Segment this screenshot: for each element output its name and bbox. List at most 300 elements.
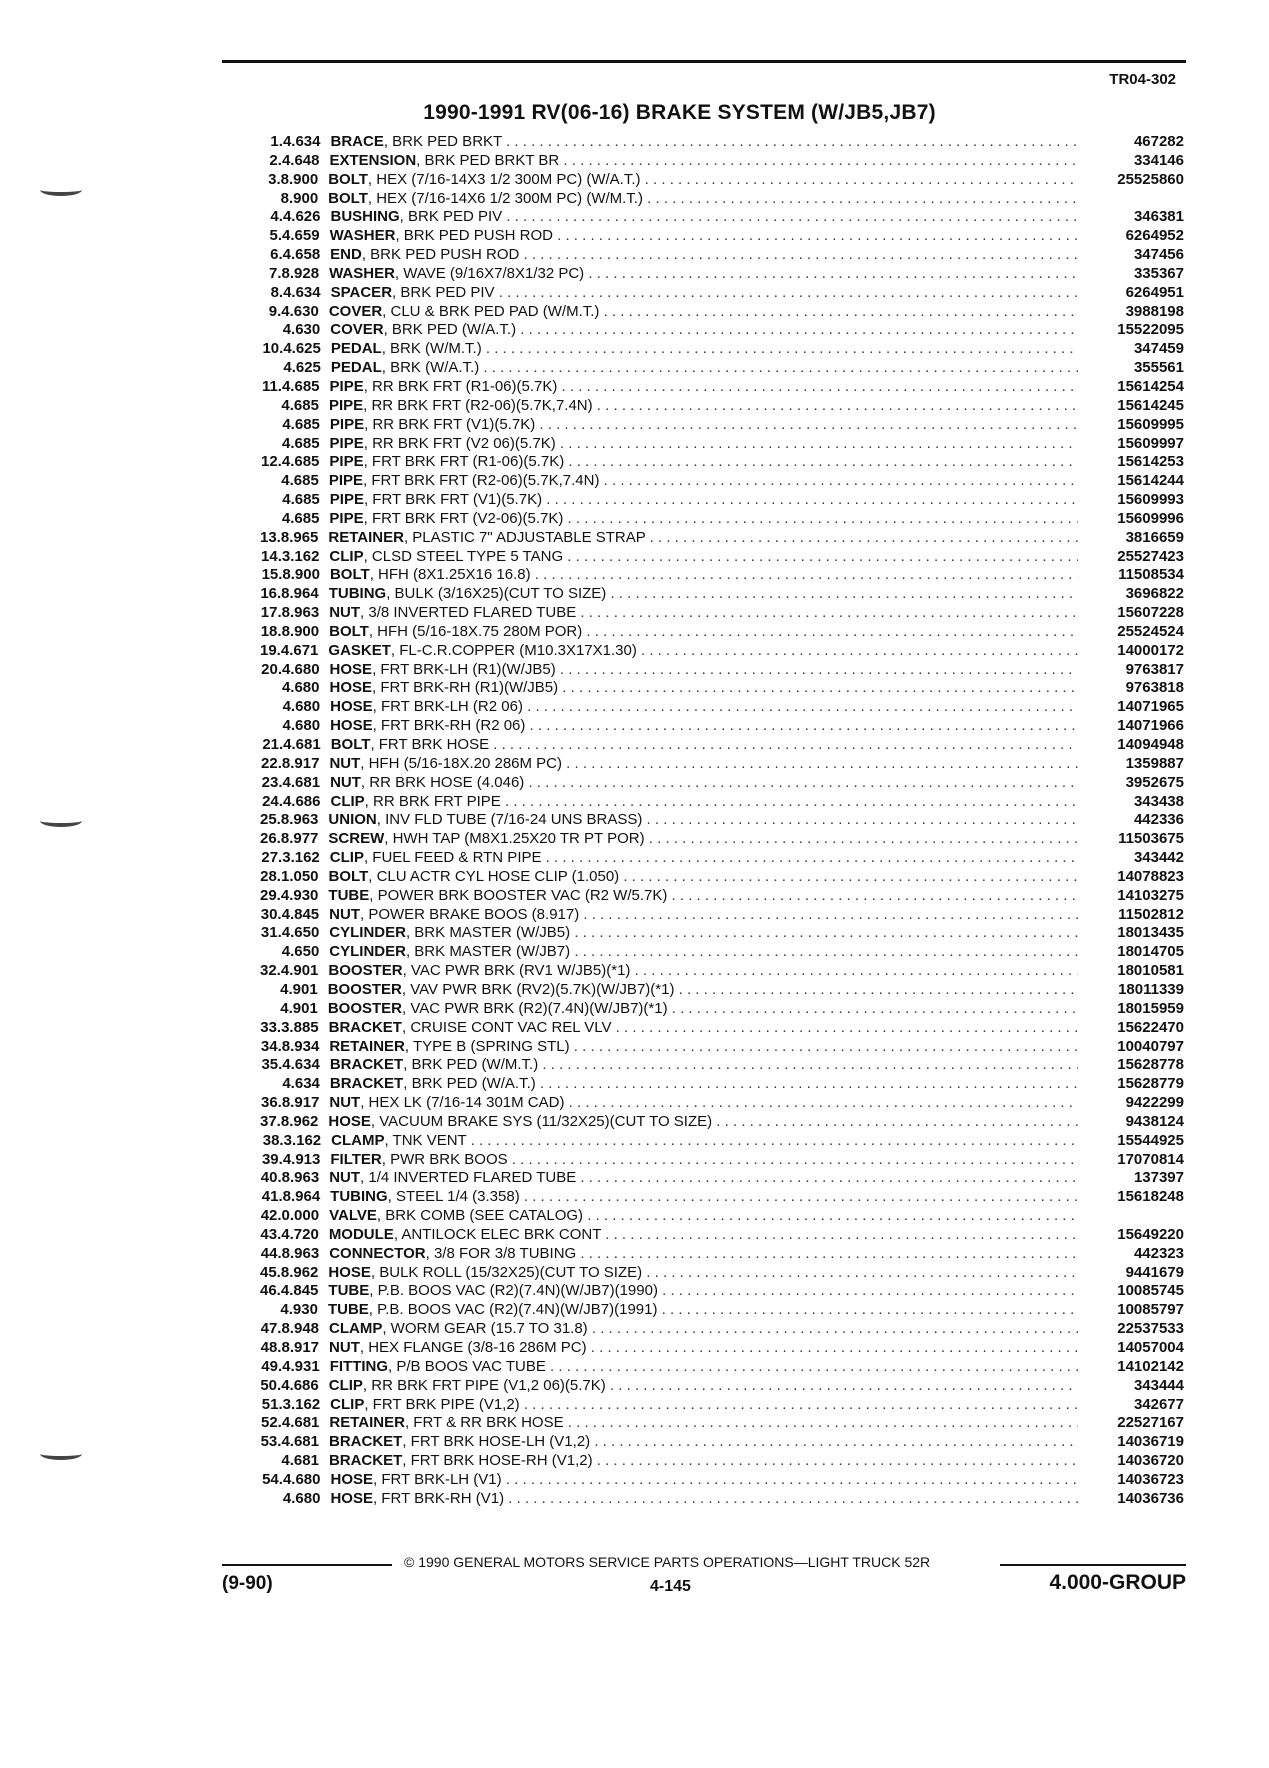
parts-row <box>260 1094 1184 1113</box>
part-detail: , FRT BRK-RH (V1) <box>372 1489 505 1507</box>
part-description <box>328 1301 1078 1320</box>
part-name: BRACKET <box>328 1433 403 1451</box>
part-name: GASKET <box>328 641 391 659</box>
part-number: 3816659 <box>1125 528 1184 546</box>
part-number: 15618248 <box>1117 1188 1184 1206</box>
part-detail: , FRT BRK-LH (R1)(W/JB5) <box>372 660 556 678</box>
part-name: HOSE <box>329 660 373 678</box>
part-number: 347456 <box>1133 246 1184 264</box>
parts-row <box>260 736 1184 755</box>
parts-row <box>260 190 1184 209</box>
part-name: NUT <box>329 1094 361 1112</box>
group-number: 8.963 <box>281 604 320 622</box>
parts-row <box>260 1396 1184 1415</box>
group-number: 4.681 <box>283 736 321 753</box>
group-number: 8.900 <box>281 622 320 640</box>
item-number: 27. <box>261 849 283 867</box>
part-name: BRACE <box>330 133 384 150</box>
item-number: 48. <box>260 1339 282 1356</box>
part-number: 14103275 <box>1117 886 1184 904</box>
part-name: NUT <box>329 1169 361 1187</box>
group-number: 8.917 <box>281 754 320 772</box>
parts-row <box>260 887 1184 906</box>
group-number: 4.680 <box>282 1489 321 1507</box>
parts-row <box>260 1452 1184 1471</box>
group-number: 8.917 <box>281 1339 320 1356</box>
parts-row <box>260 717 1184 736</box>
parts-row <box>260 981 1184 1000</box>
part-number: 334146 <box>1133 151 1184 169</box>
part-description <box>330 774 1078 793</box>
part-number: 15628778 <box>1117 1056 1184 1074</box>
item-number: 26. <box>260 830 281 848</box>
group-number: 8.928 <box>281 264 320 282</box>
group-number: 4.630 <box>282 321 321 339</box>
group-number: 3.162 <box>282 849 320 867</box>
item-number: 20. <box>261 660 282 678</box>
item-number: 6. <box>270 246 283 264</box>
parts-row <box>260 1000 1184 1019</box>
group-number: 4.650 <box>281 943 320 961</box>
part-detail: , FL-C.R.COPPER (M10.3X17X1.30) <box>390 641 637 659</box>
group-number: 4.845 <box>280 1282 319 1300</box>
item-number: 12. <box>261 453 282 471</box>
part-number: 343442 <box>1133 849 1184 867</box>
part-name: CLIP <box>329 849 364 867</box>
part-detail: , P.B. BOOS VAC (R2)(7.4N)(W/JB7)(1991) <box>368 1301 658 1319</box>
part-number: 11503675 <box>1118 830 1184 848</box>
parts-row <box>260 1245 1184 1264</box>
item-number: 35. <box>261 1056 283 1074</box>
part-detail: , BRK (W/A.T.) <box>381 359 480 377</box>
item-number: 33. <box>260 1018 282 1036</box>
group-number: 4.634 <box>283 283 321 301</box>
part-name: CLIP <box>328 1376 363 1394</box>
parts-row <box>260 585 1184 604</box>
group-number: 8.963 <box>281 1169 320 1187</box>
item-number: 39. <box>261 1150 283 1168</box>
item-number: 14. <box>261 547 282 565</box>
item-number: 25. <box>260 811 281 829</box>
part-number: 14000172 <box>1117 641 1184 659</box>
parts-row <box>260 1151 1184 1170</box>
parts-row <box>260 1132 1184 1151</box>
item-number: 49. <box>261 1357 283 1375</box>
part-number: 442323 <box>1133 1244 1184 1262</box>
part-description <box>329 1377 1078 1396</box>
parts-row <box>260 472 1184 491</box>
group-number: 8.948 <box>281 1320 320 1338</box>
parts-row <box>260 1075 1184 1094</box>
part-name: HOSE <box>330 1489 373 1507</box>
part-detail: , WORM GEAR (15.7 TO 31.8) <box>382 1320 588 1338</box>
part-name: NUT <box>329 604 361 622</box>
part-detail: , BRK PED (W/A.T.) <box>383 321 517 339</box>
part-description <box>328 1282 1078 1301</box>
group-number: 8.965 <box>280 528 319 546</box>
group-number: 4.681 <box>281 1452 319 1470</box>
parts-row <box>260 378 1184 397</box>
item-number: 37. <box>260 1112 281 1130</box>
part-number: 6264952 <box>1125 227 1184 245</box>
parts-row <box>260 1207 1184 1226</box>
parts-row <box>260 943 1184 962</box>
part-description <box>329 906 1078 925</box>
part-name: HOSE <box>330 1470 373 1488</box>
part-number: 15609995 <box>1117 415 1184 433</box>
part-name: BRACKET <box>328 1018 402 1036</box>
part-name: TUBE <box>328 886 370 904</box>
part-description <box>330 1188 1078 1207</box>
parts-row <box>260 849 1184 868</box>
part-description <box>331 736 1078 755</box>
part-number: 11502812 <box>1118 905 1184 923</box>
group-number: 4.671 <box>280 641 319 659</box>
group-number: 4.681 <box>281 1414 320 1432</box>
item-number: 2. <box>269 151 282 169</box>
part-detail: , RR BRK FRT PIPE <box>364 792 501 810</box>
parts-row <box>260 171 1184 190</box>
item-number: 19. <box>260 641 281 659</box>
part-description <box>329 1019 1078 1038</box>
part-detail: , BRK PED PIV <box>392 283 495 301</box>
parts-row <box>260 529 1184 548</box>
group-number: 4.930 <box>280 1301 318 1319</box>
part-name: MODULE <box>328 1225 394 1243</box>
binder-hole-mark <box>40 1448 82 1460</box>
part-name: CLAMP <box>329 1320 383 1338</box>
part-description <box>330 1075 1078 1094</box>
part-number: 335367 <box>1133 264 1184 282</box>
part-description <box>329 1038 1078 1057</box>
part-description <box>331 340 1078 359</box>
part-description <box>330 133 1078 152</box>
group-number: 4.901 <box>280 962 319 980</box>
part-detail: , RR BRK FRT PIPE (V1,2 06)(5.7K) <box>362 1376 606 1394</box>
group-number: 4.901 <box>280 980 318 998</box>
part-detail: , TNK VENT <box>384 1131 467 1149</box>
group-number: 8.962 <box>280 1263 319 1281</box>
part-number: 346381 <box>1133 208 1184 226</box>
part-description <box>330 717 1078 736</box>
part-detail: , BRK PED BRKT BR <box>416 151 560 169</box>
part-name: PIPE <box>329 453 364 471</box>
part-name: PIPE <box>329 434 364 452</box>
part-description <box>331 793 1079 812</box>
parts-row <box>260 265 1184 284</box>
copyright-text: © 1990 GENERAL MOTORS SERVICE PARTS OPERATIONS—LIGHT TRUCK 52R <box>404 1554 931 1570</box>
binder-hole-mark <box>40 815 82 827</box>
part-detail: , BRK MASTER (W/JB7) <box>405 943 571 961</box>
group-number: 8.964 <box>282 1188 321 1206</box>
part-description <box>329 472 1078 491</box>
part-description <box>329 1320 1078 1339</box>
part-number: 355561 <box>1133 359 1184 377</box>
part-detail: , BRK PED PIV <box>399 208 503 226</box>
part-number: 15607228 <box>1117 604 1184 622</box>
part-name: HOSE <box>328 1112 371 1130</box>
part-name: TUBING <box>330 1188 388 1206</box>
part-name: PIPE <box>328 472 364 490</box>
part-number: 18015959 <box>1117 999 1184 1017</box>
parts-row <box>260 1019 1184 1038</box>
group-number: 4.680 <box>282 717 321 735</box>
part-number: 14057004 <box>1117 1339 1184 1356</box>
item-number: 46. <box>260 1282 281 1300</box>
part-name: BOLT <box>329 622 369 640</box>
item-number: 53. <box>260 1433 282 1451</box>
group-number: 3.885 <box>281 1018 319 1036</box>
group-number: 4.680 <box>282 660 320 678</box>
part-description <box>330 698 1078 717</box>
part-description <box>330 679 1079 698</box>
part-number: 18010581 <box>1117 962 1184 980</box>
part-name: BRACKET <box>329 1075 404 1093</box>
item-number: 45. <box>260 1263 281 1281</box>
group-number: 8.977 <box>280 830 319 848</box>
part-name: COVER <box>330 321 384 339</box>
part-number: 14071965 <box>1117 698 1184 716</box>
part-detail: , CLSD STEEL TYPE 5 TANG <box>363 547 564 565</box>
part-number: 18013435 <box>1117 924 1184 942</box>
part-name: TUBE <box>327 1301 369 1319</box>
part-description <box>329 453 1078 472</box>
group-number: 4.630 <box>281 302 319 320</box>
part-name: HOSE <box>328 1263 371 1281</box>
part-detail: , BRK PED (W/A.T.) <box>403 1075 536 1093</box>
parts-row <box>260 566 1184 585</box>
group-number: 1.050 <box>280 867 319 885</box>
part-description <box>328 887 1078 906</box>
part-description <box>329 943 1078 962</box>
part-detail: , CRUISE CONT VAC REL VLV <box>401 1018 612 1036</box>
part-description <box>329 924 1078 943</box>
part-number: 9441679 <box>1125 1263 1184 1281</box>
group-number: 4.625 <box>283 359 321 377</box>
part-description <box>328 1113 1078 1132</box>
part-number: 15609996 <box>1117 509 1184 527</box>
part-name: PIPE <box>329 509 364 527</box>
parts-row <box>260 227 1184 246</box>
part-detail: , RR BRK FRT (V1)(5.7K) <box>364 415 536 433</box>
group-number: 4.685 <box>282 434 320 452</box>
item-number: 36. <box>260 1094 282 1112</box>
group-number: 8.900 <box>280 189 319 207</box>
part-number: 9422299 <box>1125 1094 1184 1112</box>
parts-row <box>260 868 1184 887</box>
part-number: 137397 <box>1133 1169 1184 1187</box>
part-detail: , HWH TAP (M8X1.25X20 TR PT POR) <box>384 830 645 848</box>
parts-row <box>260 510 1184 529</box>
part-description <box>329 585 1078 604</box>
parts-row <box>260 755 1184 774</box>
item-number: 44. <box>260 1244 282 1262</box>
part-number: 15628779 <box>1117 1075 1184 1093</box>
part-number: 1359887 <box>1125 754 1184 772</box>
part-number: 14036736 <box>1117 1489 1184 1507</box>
part-number: 3952675 <box>1125 773 1184 791</box>
item-number: 7. <box>269 264 282 282</box>
parts-row <box>260 962 1184 981</box>
part-name: PIPE <box>328 396 364 414</box>
part-number: 3696822 <box>1125 585 1184 603</box>
part-number: 9763818 <box>1125 679 1184 697</box>
document-code: TR04-302 <box>1109 71 1176 88</box>
part-name: BOLT <box>329 566 370 584</box>
part-detail: , FRT BRK HOSE-LH (V1,2) <box>402 1433 591 1451</box>
parts-row <box>260 1339 1184 1358</box>
part-detail: , STEEL 1/4 (3.358) <box>387 1188 520 1206</box>
part-number: 467282 <box>1133 133 1184 150</box>
part-name: CLAMP <box>331 1131 385 1149</box>
parts-row <box>260 642 1184 661</box>
part-number: 14078823 <box>1117 867 1184 885</box>
group-number: 8.964 <box>281 585 319 603</box>
item-number: 31. <box>260 924 282 942</box>
binder-hole-mark <box>40 184 82 196</box>
part-description <box>329 1169 1078 1188</box>
part-name: WASHER <box>329 227 396 245</box>
part-description <box>328 171 1078 190</box>
part-detail: , HFH (5/16-18X.20 286M PC) <box>360 754 563 772</box>
parts-row <box>260 491 1184 510</box>
part-description <box>328 642 1078 661</box>
part-name: PIPE <box>329 377 364 395</box>
part-description <box>329 510 1078 529</box>
parts-row <box>260 774 1184 793</box>
group-number: 4.720 <box>281 1225 319 1243</box>
part-description <box>329 152 1078 171</box>
part-detail: , FRT BRK FRT (V1)(5.7K) <box>363 491 543 509</box>
part-description <box>330 378 1078 397</box>
part-description <box>329 1452 1078 1471</box>
part-description <box>329 1207 1078 1226</box>
group-number: 4.685 <box>281 396 319 414</box>
part-detail: , VAC PWR BRK (RV1 W/JB5)(*1) <box>402 962 631 980</box>
part-name: CLIP <box>330 792 365 810</box>
part-name: NUT <box>329 905 360 923</box>
part-description <box>330 491 1078 510</box>
parts-row <box>260 1320 1184 1339</box>
parts-row <box>260 152 1184 171</box>
part-description <box>330 416 1078 435</box>
part-detail: , PWR BRK BOOS <box>381 1150 508 1168</box>
part-name: EXTENSION <box>329 151 417 169</box>
item-number: 9. <box>268 302 282 320</box>
parts-list <box>260 133 1184 1509</box>
part-detail: , RR BRK FRT (R2-06)(5.7K,7.4N) <box>363 396 593 414</box>
parts-row <box>260 1471 1184 1490</box>
item-number: 42. <box>260 1207 282 1225</box>
parts-row <box>260 1433 1184 1452</box>
footer-rule-left <box>222 1564 392 1566</box>
part-description <box>329 397 1078 416</box>
part-detail: , BRK PED PUSH ROD <box>361 246 520 264</box>
group-number: 8.963 <box>280 811 319 829</box>
item-number: 16. <box>260 585 282 603</box>
part-detail: , BULK (3/16X25)(CUT TO SIZE) <box>386 585 607 603</box>
part-name: BOOSTER <box>327 980 402 998</box>
part-description <box>328 190 1078 209</box>
part-description <box>330 1151 1078 1170</box>
part-name: PEDAL <box>330 359 382 377</box>
part-detail: , P.B. BOOS VAC (R2)(7.4N)(W/JB7)(1990) <box>369 1282 658 1300</box>
part-detail: , 3/8 INVERTED FLARED TUBE <box>360 604 577 622</box>
parts-row <box>260 811 1184 830</box>
part-detail: , POWER BRK BOOSTER VAC (R2 W/5.7K) <box>369 886 668 904</box>
group-number: 4.681 <box>281 1433 319 1451</box>
part-description <box>330 227 1078 246</box>
group-number: 8.917 <box>281 1094 320 1112</box>
group-number: 8.900 <box>282 566 320 584</box>
part-description <box>331 359 1078 378</box>
group-number: 8.900 <box>280 170 319 188</box>
part-detail: , BRK COMB (SEE CATALOG) <box>376 1207 584 1225</box>
part-name: PIPE <box>329 415 365 433</box>
group-number: 4.930 <box>280 886 319 904</box>
part-description <box>329 1339 1078 1358</box>
parts-row <box>260 661 1184 680</box>
parts-row <box>260 1377 1184 1396</box>
group-number: 4.680 <box>281 679 320 697</box>
group-number: 4.845 <box>281 905 320 923</box>
part-name: WASHER <box>329 264 395 282</box>
part-name: CONNECTOR <box>329 1244 426 1262</box>
part-detail: , VAC PWR BRK (R2)(7.4N)(W/JB7)(*1) <box>402 999 668 1017</box>
item-number: 17. <box>260 604 282 622</box>
part-number: 18011339 <box>1118 980 1184 998</box>
part-detail: , FUEL FEED & RTN PIPE <box>363 849 542 867</box>
part-description <box>330 661 1078 680</box>
group-label: 4.000-GROUP <box>1049 1571 1186 1594</box>
item-number: 5. <box>269 227 283 245</box>
part-number: 15609997 <box>1117 434 1184 452</box>
part-detail: , RR BRK HOSE (4.046) <box>360 773 525 791</box>
group-number: 4.680 <box>282 1470 321 1488</box>
part-description <box>330 435 1078 454</box>
item-number: 54. <box>262 1470 283 1488</box>
item-number: 32. <box>260 962 281 980</box>
item-number: 51. <box>261 1395 283 1413</box>
part-name: UNION <box>328 811 377 829</box>
group-number: 3.162 <box>281 547 320 565</box>
parts-row <box>260 623 1184 642</box>
part-number: 14102142 <box>1117 1357 1184 1375</box>
page-number: 4-145 <box>650 1578 691 1595</box>
part-description <box>330 208 1078 227</box>
part-number: 15649220 <box>1117 1225 1184 1243</box>
part-description <box>331 284 1078 303</box>
part-number: 343444 <box>1133 1376 1184 1394</box>
part-name: CLIP <box>330 1395 365 1413</box>
part-name: BUSHING <box>330 208 400 226</box>
part-name: RETAINER <box>329 1037 405 1055</box>
part-description <box>328 1000 1078 1019</box>
part-number: 11508534 <box>1118 566 1184 584</box>
part-number: 14094948 <box>1117 736 1184 753</box>
item-number: 52. <box>261 1414 282 1432</box>
part-detail: , PLASTIC 7" ADJUSTABLE STRAP <box>403 528 646 546</box>
part-number: 9763817 <box>1125 660 1184 678</box>
part-name: HOSE <box>330 717 373 735</box>
parts-row <box>260 246 1184 265</box>
parts-row <box>260 679 1184 698</box>
parts-row <box>260 548 1184 567</box>
part-number: 14036720 <box>1117 1452 1184 1470</box>
group-number: 8.962 <box>280 1112 319 1130</box>
group-number: 0.000 <box>281 1207 320 1225</box>
item-number: 8. <box>270 283 284 301</box>
